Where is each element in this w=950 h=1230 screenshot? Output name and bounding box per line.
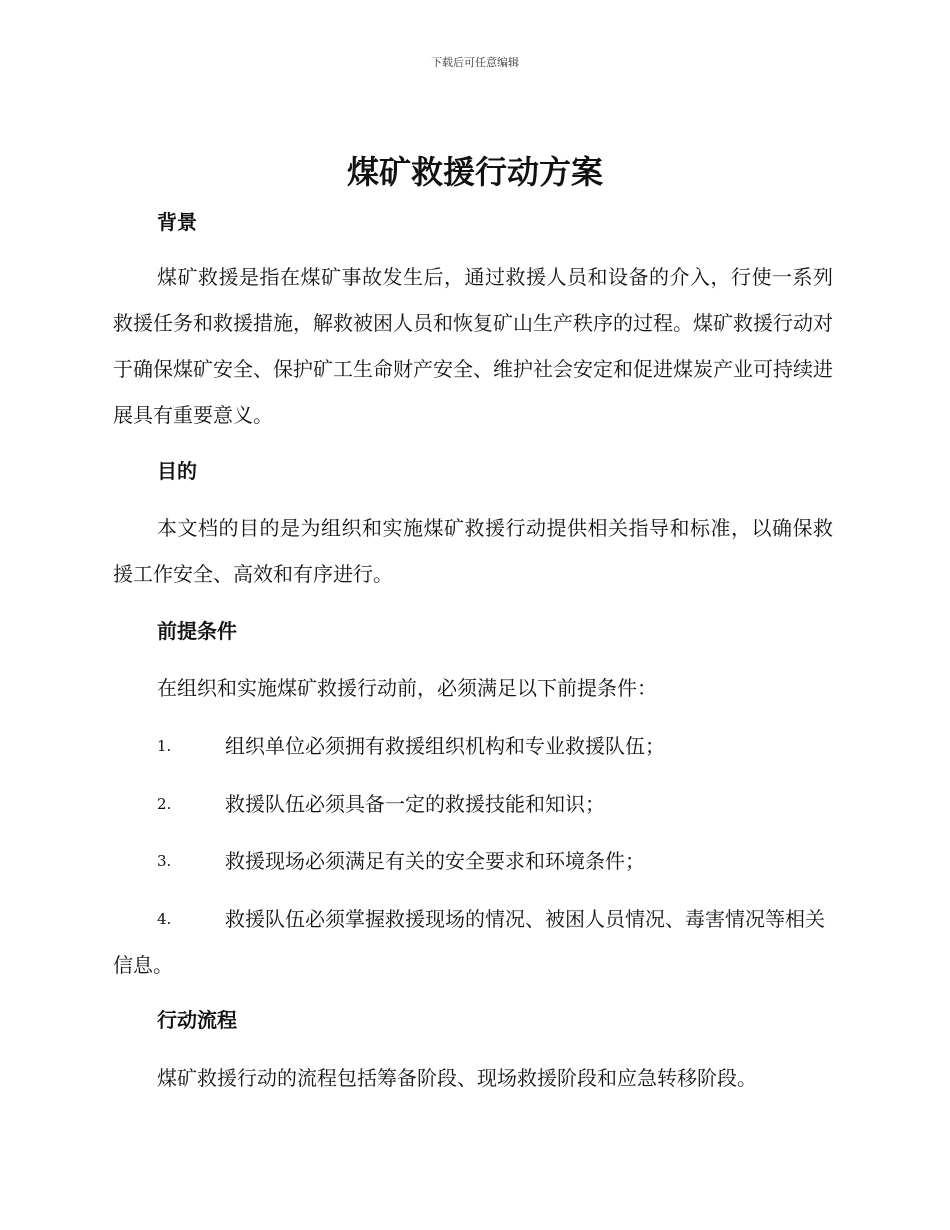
header-note: 下载后可任意编辑 — [431, 56, 519, 69]
section-heading-purpose: 目的 — [157, 459, 197, 483]
list-item-number: 1. — [157, 737, 172, 755]
list-item — [113, 781, 833, 827]
paragraph-background: 煤矿救援是指在煤矿事故发生后，通过救援人员和设备的介入，行使一系列救援任务和救援措施，解救被困人员和恢复矿山生产秩序的过程。煤矿救援行动对于确保煤矿安全、保护矿工生命财产安全、维护社会安定和促进煤炭产业可持续进展具有重要意义。 — [113, 265, 833, 427]
paragraph-process: 煤矿救援行动的流程包括筹备阶段、现场救援阶段和应急转移阶段。 — [157, 1066, 757, 1090]
list-item-number: 3. — [157, 852, 172, 870]
document-title: 煤矿救援行动方案 — [346, 153, 603, 191]
list-item-text: 组织单位必须拥有救援组织机构和专业救援队伍； — [225, 734, 665, 758]
paragraph-prerequisites-intro: 在组织和实施煤矿救援行动前，必须满足以下前提条件： — [157, 676, 657, 700]
paragraph-purpose: 本文档的目的是为组织和实施煤矿救援行动提供相关指导和标准，以确保救援工作安全、高效和有序进行。 — [113, 516, 833, 586]
section-heading-prerequisites: 前提条件 — [157, 619, 237, 643]
list-item — [113, 723, 833, 769]
list-item — [113, 838, 833, 884]
section-heading-process: 行动流程 — [157, 1008, 237, 1032]
list-item — [113, 896, 833, 988]
list-item-text: 救援队伍必须掌握救援现场的情况、被困人员情况、毒害情况等相关信息。 — [113, 907, 825, 977]
list-item-text: 救援现场必须满足有关的安全要求和环境条件； — [225, 849, 645, 873]
list-item-number: 2. — [157, 795, 172, 813]
list-item-number: 4. — [157, 910, 172, 928]
list-item-text: 救援队伍必须具备一定的救援技能和知识； — [225, 792, 605, 816]
section-heading-background: 背景 — [157, 210, 197, 234]
